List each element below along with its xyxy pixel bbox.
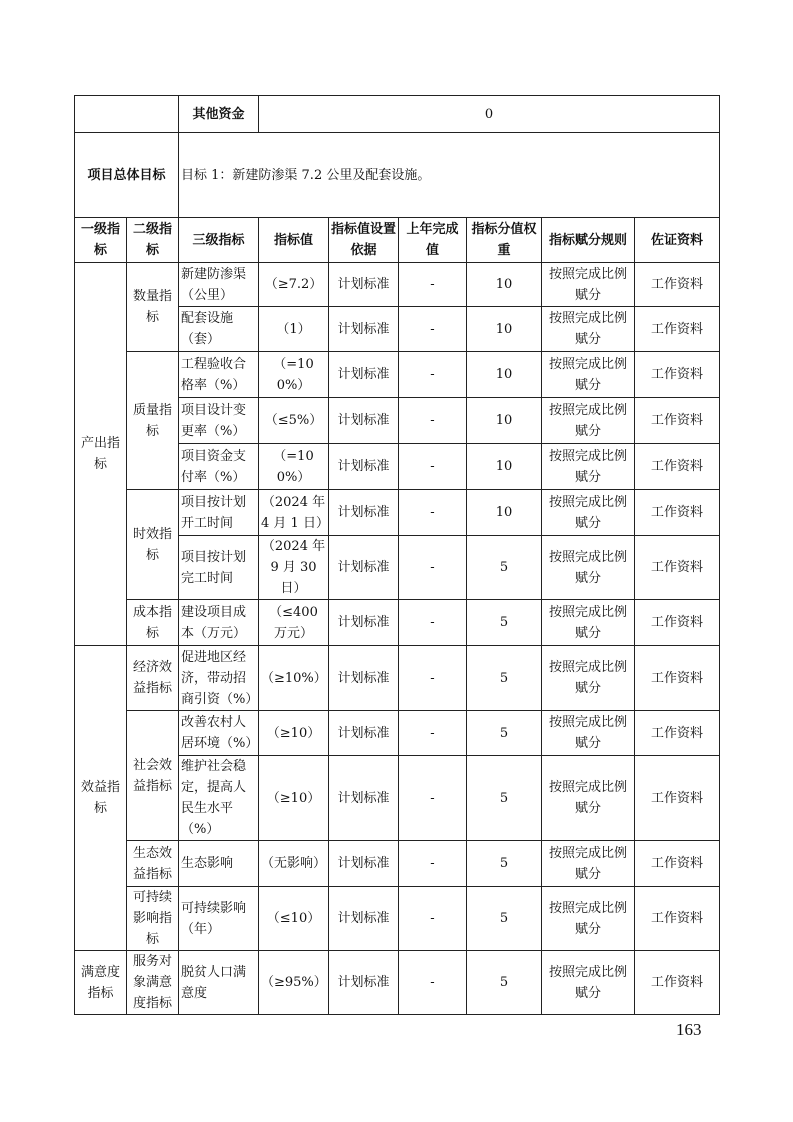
indicator-value: （=100%）: [259, 444, 329, 490]
indicator-value: （≥7.2）: [259, 263, 329, 307]
evidence: 工作资料: [635, 352, 720, 398]
indicator-basis: 计划标准: [329, 600, 399, 646]
level2-cell: 质量指标: [127, 352, 179, 490]
scoring-rule: 按照完成比例赋分: [542, 600, 635, 646]
other-funds-label: 其他资金: [179, 96, 259, 133]
evidence: 工作资料: [635, 646, 720, 711]
weight: 5: [467, 646, 542, 711]
indicator-value: （=100%）: [259, 352, 329, 398]
indicator-basis: 计划标准: [329, 536, 399, 600]
evidence: 工作资料: [635, 887, 720, 951]
indicator-basis: 计划标准: [329, 756, 399, 841]
prev-value: -: [399, 887, 467, 951]
indicator-name: 可持续影响（年）: [179, 887, 259, 951]
weight: 5: [467, 841, 542, 887]
weight: 10: [467, 444, 542, 490]
indicator-value: （2024 年 4 月 1 日）: [259, 490, 329, 536]
level2-cell: 可持续影响指标: [127, 887, 179, 951]
evidence: 工作资料: [635, 711, 720, 756]
weight: 5: [467, 600, 542, 646]
scoring-rule: 按照完成比例赋分: [542, 756, 635, 841]
indicator-name: 新建防渗渠（公里）: [179, 263, 259, 307]
table-row: [75, 352, 720, 398]
evidence: 工作资料: [635, 444, 720, 490]
scoring-rule: 按照完成比例赋分: [542, 536, 635, 600]
prev-value: -: [399, 841, 467, 887]
prev-value: -: [399, 352, 467, 398]
evidence: 工作资料: [635, 600, 720, 646]
scoring-rule: 按照完成比例赋分: [542, 841, 635, 887]
performance-indicator-table: [74, 95, 720, 1015]
weight: 10: [467, 490, 542, 536]
indicator-name: 促进地区经济，带动招商引资（%）: [179, 646, 259, 711]
header-cell: 佐证资料: [635, 218, 720, 263]
level1-cell: 满意度指标: [75, 951, 127, 1015]
scoring-rule: 按照完成比例赋分: [542, 887, 635, 951]
indicator-basis: 计划标准: [329, 646, 399, 711]
indicator-basis: 计划标准: [329, 887, 399, 951]
scoring-rule: 按照完成比例赋分: [542, 646, 635, 711]
evidence: 工作资料: [635, 263, 720, 307]
table-row: [75, 600, 720, 646]
indicator-name: 脱贫人口满意度: [179, 951, 259, 1015]
level2-cell: 经济效益指标: [127, 646, 179, 711]
evidence: 工作资料: [635, 307, 720, 352]
indicator-basis: 计划标准: [329, 841, 399, 887]
level2-cell: 成本指标: [127, 600, 179, 646]
prev-value: -: [399, 756, 467, 841]
header-cell: 指标值设置依据: [329, 218, 399, 263]
indicator-name: 建设项目成本（万元）: [179, 600, 259, 646]
weight: 5: [467, 887, 542, 951]
indicator-name: 项目资金支付率（%）: [179, 444, 259, 490]
indicator-basis: 计划标准: [329, 352, 399, 398]
indicator-name: 工程验收合格率（%）: [179, 352, 259, 398]
header-cell: 上年完成值: [399, 218, 467, 263]
header-cell: 三级指标: [179, 218, 259, 263]
overall-goal-text: 目标 1：新建防渗渠 7.2 公里及配套设施。: [179, 133, 720, 218]
indicator-value: （≤400 万元）: [259, 600, 329, 646]
page-number: 163: [676, 1020, 702, 1039]
header-cell: 一级指标: [75, 218, 127, 263]
scoring-rule: 按照完成比例赋分: [542, 951, 635, 1015]
other-funds-value: 0: [259, 96, 720, 133]
level2-cell: 生态效益指标: [127, 841, 179, 887]
weight: 5: [467, 711, 542, 756]
indicator-value: （≥10）: [259, 756, 329, 841]
header-cell: 指标赋分规则: [542, 218, 635, 263]
header-cell: 二级指标: [127, 218, 179, 263]
prev-value: -: [399, 307, 467, 352]
overall-goal-row: [75, 133, 720, 218]
evidence: 工作资料: [635, 951, 720, 1015]
header-cell: 指标分值权重: [467, 218, 542, 263]
prev-value: -: [399, 444, 467, 490]
scoring-rule: 按照完成比例赋分: [542, 263, 635, 307]
indicator-name: 改善农村人居环境（%）: [179, 711, 259, 756]
indicator-basis: 计划标准: [329, 444, 399, 490]
indicator-basis: 计划标准: [329, 307, 399, 352]
indicator-name: 生态影响: [179, 841, 259, 887]
indicator-basis: 计划标准: [329, 951, 399, 1015]
weight: 10: [467, 263, 542, 307]
weight: 10: [467, 307, 542, 352]
prev-value: -: [399, 711, 467, 756]
level1-cell: 产出指标: [75, 263, 127, 646]
evidence: 工作资料: [635, 756, 720, 841]
scoring-rule: 按照完成比例赋分: [542, 352, 635, 398]
indicator-value: （≥95%）: [259, 951, 329, 1015]
level1-cell: 效益指标: [75, 646, 127, 951]
evidence: 工作资料: [635, 536, 720, 600]
header-row: [75, 218, 720, 263]
indicator-basis: 计划标准: [329, 398, 399, 444]
prev-value: -: [399, 536, 467, 600]
indicator-name: 配套设施（套）: [179, 307, 259, 352]
level2-cell: 社会效益指标: [127, 711, 179, 841]
indicator-name: 维护社会稳定，提高人民生水平（%）: [179, 756, 259, 841]
scoring-rule: 按照完成比例赋分: [542, 490, 635, 536]
other-funds-row: [75, 96, 720, 133]
header-cell: 指标值: [259, 218, 329, 263]
table-row: [75, 646, 720, 711]
level2-cell: 数量指标: [127, 263, 179, 352]
scoring-rule: 按照完成比例赋分: [542, 307, 635, 352]
weight: 10: [467, 398, 542, 444]
scoring-rule: 按照完成比例赋分: [542, 398, 635, 444]
indicator-value: （≤10）: [259, 887, 329, 951]
table-row: [75, 711, 720, 756]
indicator-value: （无影响）: [259, 841, 329, 887]
indicator-name: 项目按计划开工时间: [179, 490, 259, 536]
indicator-basis: 计划标准: [329, 490, 399, 536]
scoring-rule: 按照完成比例赋分: [542, 711, 635, 756]
weight: 10: [467, 352, 542, 398]
prev-value: -: [399, 490, 467, 536]
prev-value: -: [399, 263, 467, 307]
indicator-value: （≥10%）: [259, 646, 329, 711]
level2-cell: 时效指标: [127, 490, 179, 600]
indicator-value: （1）: [259, 307, 329, 352]
overall-goal-label: 项目总体目标: [75, 133, 179, 218]
indicator-value: （≥10）: [259, 711, 329, 756]
weight: 5: [467, 756, 542, 841]
level2-cell: 服务对象满意度指标: [127, 951, 179, 1015]
scoring-rule: 按照完成比例赋分: [542, 444, 635, 490]
indicator-value: （2024 年 9 月 30 日）: [259, 536, 329, 600]
weight: 5: [467, 951, 542, 1015]
prev-value: -: [399, 646, 467, 711]
prev-value: -: [399, 951, 467, 1015]
evidence: 工作资料: [635, 398, 720, 444]
table-row: [75, 841, 720, 887]
prev-value: -: [399, 398, 467, 444]
indicator-name: 项目设计变更率（%）: [179, 398, 259, 444]
table-row: [75, 263, 720, 307]
prev-value: -: [399, 600, 467, 646]
table-row: [75, 490, 720, 536]
indicator-value: （≤5%）: [259, 398, 329, 444]
indicator-name: 项目按计划完工时间: [179, 536, 259, 600]
indicator-basis: 计划标准: [329, 263, 399, 307]
indicator-basis: 计划标准: [329, 711, 399, 756]
table-row: [75, 951, 720, 1015]
weight: 5: [467, 536, 542, 600]
evidence: 工作资料: [635, 490, 720, 536]
table-row: [75, 887, 720, 951]
evidence: 工作资料: [635, 841, 720, 887]
